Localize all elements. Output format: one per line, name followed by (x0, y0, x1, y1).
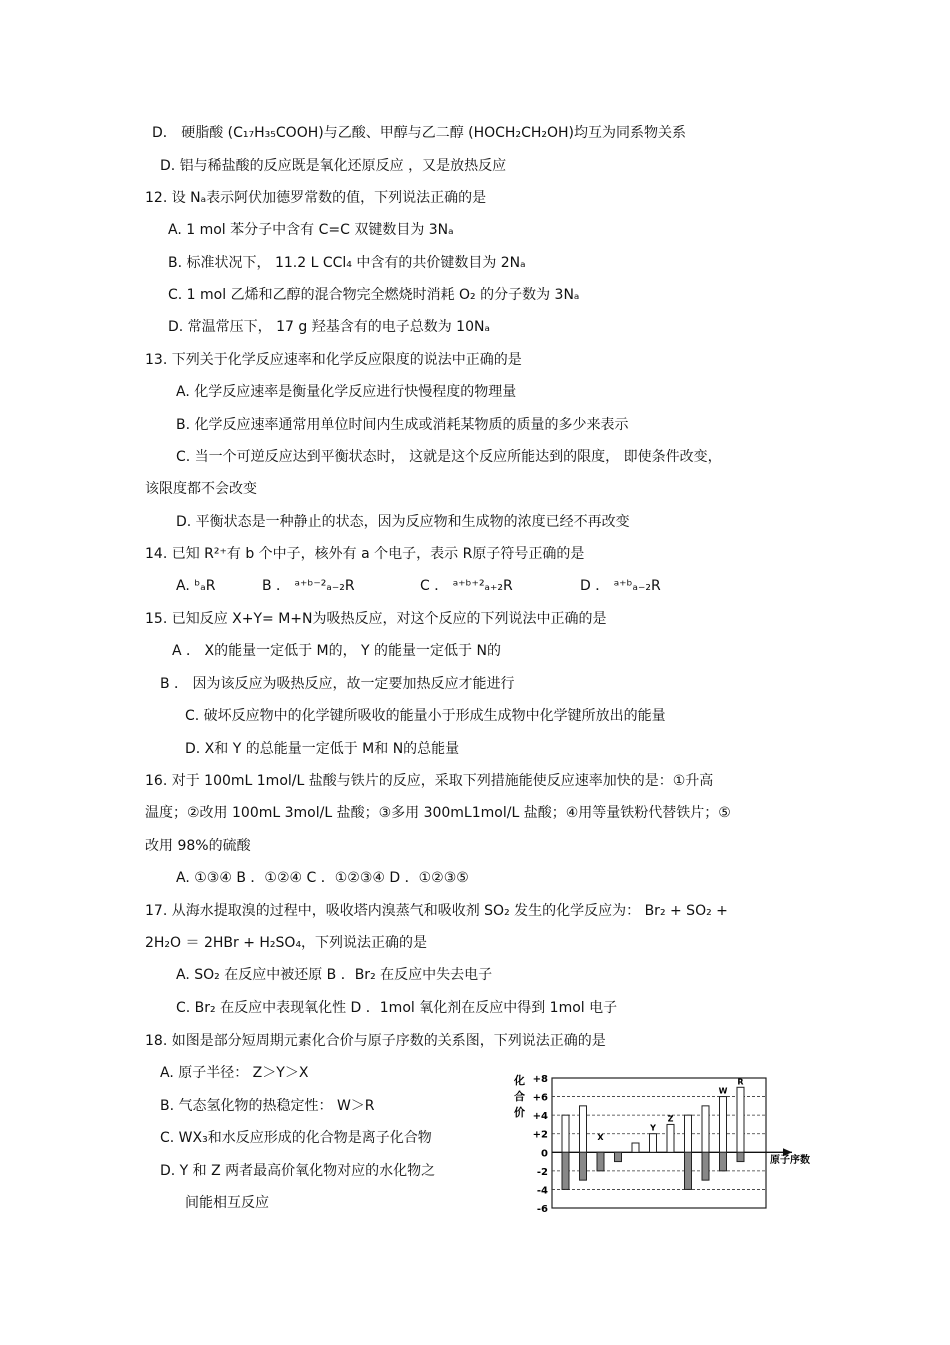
text-line: D. Y 和 Z 两者最高价氧化物对应的水化物之 (160, 1163, 436, 1179)
bar-label: Z (667, 1114, 674, 1124)
bar-label: X (597, 1133, 604, 1143)
text-line: D. 常温常压下， 17 g 羟基含有的电子总数为 10Nₐ (168, 319, 490, 335)
y-axis-label-1: 化 (514, 1074, 525, 1087)
text-line: A. 原子半径： Z＞Y＞X (160, 1065, 309, 1081)
y-tick-label: +8 (532, 1074, 548, 1085)
text-line: 14. 已知 R²⁺有 b 个中子，核外有 a 个电子，表示 R原子符号正确的是 (145, 546, 585, 562)
q14-option-notation: ᵃ⁺ᵇ⁻²ₐ₋₂R (294, 578, 355, 594)
bar-positive (632, 1143, 639, 1152)
q14-option (420, 577, 513, 595)
q14-option (176, 577, 215, 595)
q14-option-label: C ． (420, 578, 453, 594)
q14-option (262, 577, 355, 595)
text-line: C. WX₃和水反应形成的化合物是离子化合物 (160, 1130, 432, 1146)
text-line: B ． 因为该反应为吸热反应，故一定要加热反应才能进行 (160, 676, 515, 692)
y-axis-label-3: 价 (514, 1106, 525, 1119)
text-line: A. SO₂ 在反应中被还原 B ．Br₂ 在反应中失去电子 (176, 967, 493, 983)
y-tick-label: -4 (536, 1185, 548, 1197)
bar-positive (720, 1097, 727, 1153)
q14-option-notation: ᵃ⁺ᵇ⁺²ₐ₊₂R (452, 578, 513, 594)
bar-negative (737, 1152, 744, 1161)
text-line: 2H₂O ＝ 2HBr + H₂SO₄，下列说法正确的是 (145, 935, 428, 951)
text-line: D. X和 Y 的总能量一定低于 M和 N的总能量 (185, 741, 460, 757)
bar-label: Y (650, 1123, 656, 1133)
valence-chart (508, 1068, 848, 1218)
q14-option-label: D ． (580, 578, 614, 594)
bar-positive (737, 1087, 744, 1152)
text-line: 12. 设 Nₐ表示阿伏加德罗常数的值，下列说法正确的是 (145, 190, 487, 206)
text-line: 该限度都不会改变 (145, 481, 257, 497)
y-tick-label: 0 (541, 1148, 548, 1160)
text-line: A. 1 mol 苯分子中含有 C=C 双键数目为 3Nₐ (168, 222, 454, 238)
x-axis-label: 原子序数 (770, 1155, 810, 1166)
y-tick-label: +2 (532, 1129, 548, 1141)
bar-negative (562, 1152, 569, 1189)
text-line: 18. 如图是部分短周期元素化合价与原子序数的关系图，下列说法正确的是 (145, 1033, 606, 1049)
bar-label: R (737, 1077, 744, 1087)
y-tick-label: -6 (536, 1204, 548, 1215)
bar-label: W (718, 1086, 728, 1096)
text-line: 17. 从海水提取溴的过程中，吸收塔内溴蒸气和吸收剂 SO₂ 发生的化学反应为： Br₂ + SO₂ + (145, 903, 728, 919)
bar-negative (702, 1152, 709, 1180)
text-line: B. 标准状况下， 11.2 L CCl₄ 中含有的共价键数目为 2Nₐ (168, 255, 526, 271)
q14-option-notation: ᵃ⁺ᵇₐ₋₂R (613, 578, 661, 594)
text-line: 间能相互反应 (185, 1195, 269, 1211)
text-line: 13. 下列关于化学反应速率和化学反应限度的说法中正确的是 (145, 352, 522, 368)
q14-option-label: B ． (262, 578, 295, 594)
text-line: B. 气态氢化物的热稳定性： W＞R (160, 1098, 375, 1114)
bar-negative (580, 1152, 587, 1180)
bar-positive (685, 1115, 692, 1152)
text-line: 温度；②改用 100mL 3mol/L 盐酸；③多用 300mL1mol/L 盐酸；④用等量铁粉代替铁片；⑤ (145, 805, 731, 821)
text-line: A. 化学反应速率是衡量化学反应进行快慢程度的物理量 (176, 384, 517, 400)
text-line: 16. 对于 100mL 1mol/L 盐酸与铁片的反应，采取下列措施能使反应速率加快的是：①升高 (145, 773, 714, 789)
q14-option (580, 577, 661, 595)
text-line: C. Br₂ 在反应中表现氧化性 D ．1mol 氧化剂在反应中得到 1mol 电子 (176, 1000, 618, 1016)
q14-option-label: A. (176, 578, 195, 594)
text-line: 改用 98%的硫酸 (145, 838, 251, 854)
text-line: C. 当一个可逆反应达到平衡状态时， 这就是这个反应所能达到的限度， 即使条件改变， (176, 449, 722, 465)
text-line: D. 铝与稀盐酸的反应既是氧化还原反应 ，又是放热反应 (160, 158, 507, 174)
bar-positive (702, 1106, 709, 1152)
bar-positive (667, 1124, 674, 1152)
text-line: 15. 已知反应 X+Y= M+N为吸热反应，对这个反应的下列说法中正确的是 (145, 611, 607, 627)
text-line: A ． X的能量一定低于 M的， Y 的能量一定低于 N的 (172, 643, 501, 659)
bar-negative (720, 1152, 727, 1171)
text-line: D. 平衡状态是一种静止的状态，因为反应物和生成物的浓度已经不再改变 (176, 514, 630, 530)
text-line: C. 破坏反应物中的化学键所吸收的能量小于形成生成物中化学键所放出的能量 (185, 708, 666, 724)
bar-negative (597, 1152, 604, 1171)
y-tick-label: +6 (532, 1092, 548, 1104)
bar-negative (615, 1152, 622, 1161)
q14-option-notation: ᵇₐR (194, 578, 216, 594)
text-line: A. ①③④ B ．①②④ C ．①②③④ D ．①②③⑤ (176, 870, 469, 886)
bar-positive (580, 1106, 587, 1152)
y-tick-label: +4 (532, 1111, 548, 1123)
bar-positive (650, 1134, 657, 1153)
text-line: D． 硬脂酸 (C₁₇H₃₅COOH)与乙酸、甲醇与乙二醇 (HOCH₂CH₂OH)均互为同系物关系 (152, 125, 686, 141)
y-tick-label: -2 (536, 1166, 548, 1178)
text-line: B. 化学反应速率通常用单位时间内生成或消耗某物质的质量的多少来表示 (176, 417, 629, 433)
y-axis-label-2: 合 (514, 1090, 525, 1103)
bar-negative (685, 1152, 692, 1189)
text-line: C. 1 mol 乙烯和乙醇的混合物完全燃烧时消耗 O₂ 的分子数为 3Nₐ (168, 287, 580, 303)
bar-positive (562, 1115, 569, 1152)
